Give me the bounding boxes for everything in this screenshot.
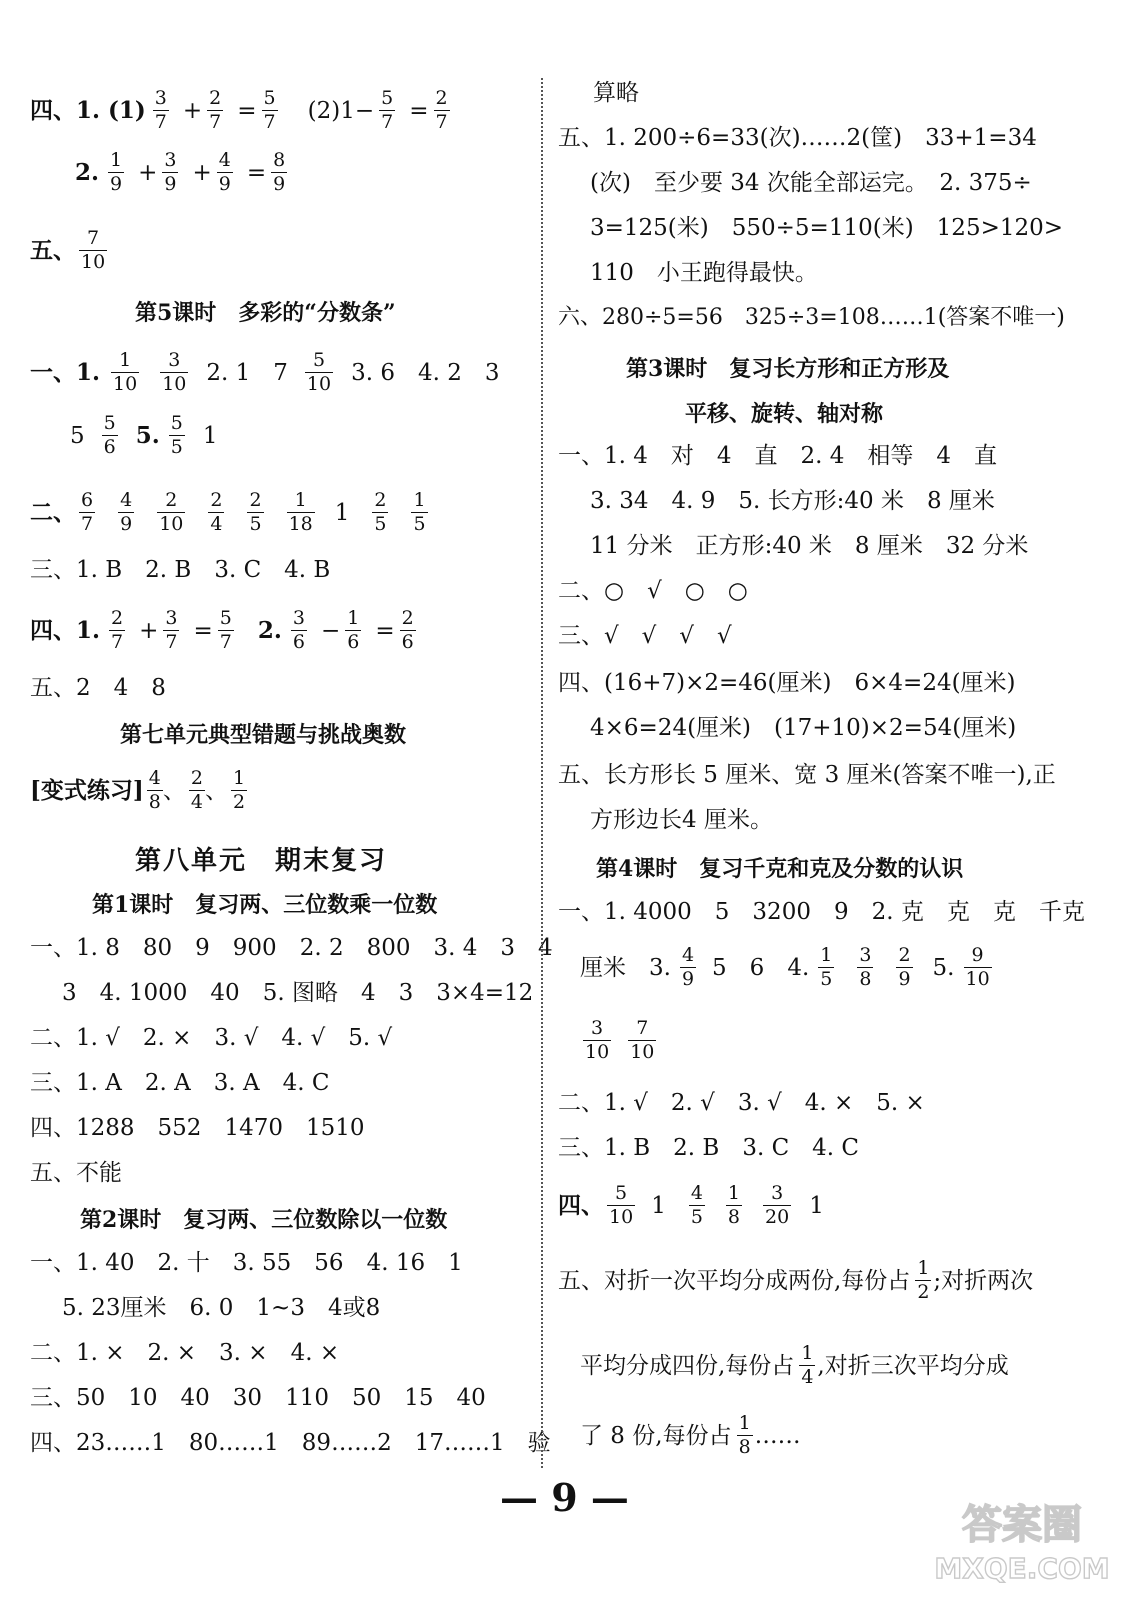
- line-text: 四、1.: [30, 616, 101, 644]
- line-text: 2.: [257, 616, 282, 644]
- operator: +: [139, 617, 159, 644]
- answer-line: [30, 228, 121, 273]
- fraction: [680, 945, 696, 990]
- answer-line: 二、1. √ 2. √ 3. √ 4. × 5. ×: [558, 1090, 925, 1116]
- line-text: 厘米 3.: [580, 954, 671, 981]
- watermark-logo: [930, 1490, 1115, 1590]
- numerator: 4: [218, 149, 231, 171]
- answer-line: 二、1. × 2. × 3. × 4. ×: [30, 1340, 340, 1366]
- fraction: [964, 945, 992, 990]
- numerator: 3: [154, 87, 167, 109]
- fraction: [818, 945, 834, 990]
- line-text: 五、对折一次平均分成两份,每份占: [558, 1267, 911, 1294]
- denominator: 5: [249, 513, 262, 535]
- answer-line: 二、1. √ 2. × 3. √ 4. √ 5. √: [30, 1025, 393, 1051]
- fraction: [208, 490, 224, 535]
- fraction: [372, 490, 388, 535]
- numerator: 3: [165, 607, 178, 629]
- denominator: 10: [81, 251, 106, 273]
- answer-line: 一、1. 4 对 4 直 2. 4 相等 4 直: [558, 443, 998, 469]
- answer-line: 三、1. B 2. B 3. C 4. B: [30, 557, 331, 583]
- denominator: 10: [159, 513, 184, 535]
- answer-line: 一、1. 4000 5 3200 9 2. 克 克 克 千克: [558, 899, 1085, 925]
- denominator: 4: [210, 513, 223, 535]
- denominator: 7: [209, 111, 222, 133]
- numerator: 1: [232, 767, 246, 789]
- fraction: [231, 768, 247, 813]
- line-text: 1: [809, 1192, 824, 1219]
- fraction: [607, 1183, 635, 1228]
- line-text: (2)1−: [307, 97, 375, 124]
- numerator: 4: [120, 489, 133, 511]
- answer-line: 五、1. 200÷6=33(次)……2(筐) 33+1=34: [558, 125, 1037, 151]
- fraction: [915, 1258, 931, 1303]
- numerator: 5: [103, 412, 116, 434]
- fraction: [247, 490, 263, 535]
- answer-line: 一、1. 40 2. 十 3. 55 56 4. 16 1: [30, 1250, 463, 1276]
- answer-line: 4×6=24(厘米) (17+10)×2=54(厘米): [590, 715, 1017, 741]
- line-text: 2.: [75, 158, 100, 186]
- answer-line: [580, 1413, 815, 1458]
- line-text: ……: [754, 1422, 801, 1449]
- fraction: [305, 350, 333, 395]
- numerator: 1: [413, 489, 426, 511]
- answer-line: 四、23……1 80……1 89……2 17……1 验: [30, 1430, 551, 1456]
- numerator: 2: [190, 767, 203, 789]
- denominator: 8: [727, 1206, 741, 1228]
- denominator: 7: [435, 111, 448, 133]
- denominator: 5: [690, 1206, 703, 1228]
- denominator: 10: [113, 373, 138, 395]
- numerator: 5: [381, 87, 394, 109]
- numerator: 2: [165, 489, 178, 511]
- denominator: 9: [164, 173, 177, 195]
- denominator: 10: [162, 373, 187, 395]
- numerator: 2: [435, 87, 448, 109]
- numerator: 2: [374, 489, 387, 511]
- line-text: ,对折三次平均分成: [817, 1352, 1009, 1379]
- answer-line: 11 分米 正方形:40 米 8 厘米 32 分米: [590, 533, 1029, 559]
- fraction: [763, 1183, 791, 1228]
- numerator: 1: [347, 607, 360, 629]
- operator: =: [409, 97, 429, 124]
- fraction: [379, 88, 395, 133]
- answer-line: 四、(16+7)×2=46(厘米) 6×4=24(厘米): [558, 670, 1016, 696]
- denominator: 4: [801, 1366, 814, 1388]
- numerator: 1: [294, 489, 307, 511]
- line-text: ;对折两次: [933, 1267, 1034, 1294]
- fraction: [400, 608, 416, 653]
- right-column: [548, 0, 1128, 1490]
- denominator: 7: [263, 111, 276, 133]
- fraction: [79, 228, 107, 273]
- denominator: 5: [413, 513, 426, 535]
- denominator: 9: [110, 173, 123, 195]
- separator: 、: [204, 777, 228, 804]
- line-text: 5: [70, 422, 85, 449]
- line-text: 四、1. (1): [30, 96, 146, 124]
- line-text: 1: [651, 1192, 666, 1219]
- answer-line: [558, 1183, 838, 1228]
- numerator: 5: [615, 1182, 628, 1204]
- numerator: 1: [119, 349, 132, 371]
- fraction: [162, 150, 178, 195]
- fraction: [737, 1413, 753, 1458]
- fraction: [218, 608, 234, 653]
- denominator: 7: [165, 631, 178, 653]
- numerator: 4: [148, 767, 161, 789]
- fraction: [147, 768, 163, 813]
- line-text: [变式练习]: [30, 776, 144, 804]
- denominator: 8: [859, 968, 872, 990]
- answer-line: 3=125(米) 550÷5=110(米) 125>120>: [590, 215, 1064, 241]
- numerator: 2: [898, 944, 911, 966]
- numerator: 5: [312, 349, 326, 371]
- answer-line: [580, 1018, 670, 1063]
- fraction: [857, 945, 873, 990]
- fraction: [271, 150, 287, 195]
- answer-line: 五、不能: [30, 1160, 122, 1186]
- denominator: 9: [218, 173, 231, 195]
- line-text: 3. 6 4. 2 3: [351, 359, 500, 386]
- numerator: 3: [168, 349, 181, 371]
- answer-line: 六、280÷5=56 325÷3=108……1(答案不唯一): [558, 305, 1065, 330]
- answer-line: 方形边长4 厘米。: [590, 807, 773, 833]
- denominator: 5: [820, 968, 833, 990]
- section-heading: 第4课时 复习千克和克及分数的认识: [596, 856, 964, 882]
- denominator: 6: [103, 436, 116, 458]
- fraction: [207, 88, 223, 133]
- denominator: 7: [381, 111, 394, 133]
- fraction: [153, 88, 169, 133]
- answer-line: [70, 413, 231, 458]
- answer-line: 五、2 4 8: [30, 675, 166, 701]
- operator: +: [192, 159, 212, 186]
- numerator: 3: [771, 1182, 784, 1204]
- answer-line: 算略: [593, 80, 639, 106]
- fraction: [217, 150, 233, 195]
- answer-line: 一、1. 8 80 9 900 2. 2 800 3. 4 3 4: [30, 935, 553, 961]
- fraction: [108, 150, 124, 195]
- denominator: 8: [738, 1436, 751, 1458]
- line-text: 五、: [30, 236, 76, 264]
- denominator: 8: [148, 791, 161, 813]
- denominator: 10: [965, 968, 990, 990]
- section-heading: 第5课时 多彩的“分数条”: [135, 300, 396, 326]
- column-divider: [541, 78, 543, 1468]
- denominator: 9: [120, 513, 133, 535]
- numerator: 2: [209, 87, 222, 109]
- numerator: 1: [110, 149, 123, 171]
- numerator: 3: [164, 149, 177, 171]
- numerator: 3: [859, 944, 872, 966]
- separator: 、: [162, 777, 186, 804]
- denominator: 9: [273, 173, 286, 195]
- line-text: 一、1.: [30, 358, 101, 386]
- answer-line: [558, 1258, 1047, 1303]
- numerator: 1: [727, 1182, 741, 1204]
- answer-line: [30, 88, 464, 133]
- numerator: 2: [210, 489, 223, 511]
- answer-line: 3. 34 4. 9 5. 长方形:40 米 8 厘米: [590, 488, 995, 514]
- denominator: 7: [111, 631, 124, 653]
- answer-line: [580, 945, 1006, 990]
- operator: +: [138, 159, 158, 186]
- fraction: [79, 490, 95, 535]
- numerator: 2: [249, 489, 262, 511]
- numerator: 1: [738, 1412, 751, 1434]
- line-text: 2. 1 7: [206, 359, 288, 386]
- left-column: [0, 0, 553, 1490]
- fraction: [169, 413, 185, 458]
- line-text: 1: [334, 499, 350, 526]
- answer-line: 三、50 10 40 30 110 50 15 40: [30, 1385, 486, 1411]
- operator: =: [193, 617, 213, 644]
- denominator: 2: [917, 1281, 930, 1303]
- denominator: 7: [219, 631, 232, 653]
- answer-line: 二、○ √ ○ ○: [558, 578, 748, 604]
- fraction: [411, 490, 427, 535]
- section-heading: 平移、旋转、轴对称: [685, 401, 884, 427]
- numerator: 5: [219, 607, 232, 629]
- fraction: [726, 1183, 742, 1228]
- fraction: [157, 490, 185, 535]
- page-number: — 9 —: [500, 1475, 629, 1520]
- denominator: 7: [154, 111, 167, 133]
- answer-line: 五、长方形长 5 厘米、宽 3 厘米(答案不唯一),正: [558, 762, 1056, 788]
- fraction: [163, 608, 179, 653]
- line-text: 二、: [30, 498, 76, 526]
- denominator: 5: [170, 436, 183, 458]
- numerator: 2: [401, 607, 414, 629]
- numerator: 6: [81, 489, 94, 511]
- answer-line: 3 4. 1000 40 5. 图略 4 3 3×4=12: [62, 980, 534, 1006]
- line-text: 5 6 4.: [712, 954, 810, 981]
- operator: =: [246, 159, 267, 186]
- fraction: [262, 88, 278, 133]
- denominator: 20: [765, 1206, 790, 1228]
- denominator: 10: [630, 1041, 655, 1063]
- denominator: 9: [681, 968, 695, 990]
- numerator: 4: [681, 944, 695, 966]
- fraction: [118, 490, 134, 535]
- answer-line: 四、1288 552 1470 1510: [30, 1115, 365, 1141]
- denominator: 10: [306, 373, 332, 395]
- fraction: [896, 945, 912, 990]
- denominator: 10: [585, 1041, 610, 1063]
- denominator: 10: [609, 1206, 634, 1228]
- numerator: 3: [591, 1017, 604, 1039]
- line-text: 平均分成四份,每份占: [580, 1352, 795, 1379]
- line-text: 1: [202, 422, 218, 449]
- answer-line: [30, 768, 261, 813]
- operator: −: [320, 617, 341, 644]
- answer-line: [30, 608, 430, 653]
- fraction: [102, 413, 118, 458]
- fraction: [799, 1343, 815, 1388]
- operator: =: [375, 617, 395, 644]
- numerator: 1: [917, 1257, 930, 1279]
- fraction: [689, 1183, 705, 1228]
- fraction: [109, 608, 125, 653]
- answer-line: 三、1. B 2. B 3. C 4. C: [558, 1135, 860, 1161]
- answer-line: [75, 150, 301, 195]
- numerator: 4: [690, 1182, 703, 1204]
- fraction: [345, 608, 361, 653]
- operator: +: [182, 97, 203, 124]
- answer-line: 三、1. A 2. A 3. A 4. C: [30, 1070, 330, 1096]
- answer-line: 三、√ √ √ √: [558, 623, 732, 649]
- section-heading: 第七单元典型错题与挑战奥数: [120, 722, 407, 748]
- answer-line: 110 小王跑得最快。: [590, 260, 818, 286]
- answer-line: [30, 490, 442, 535]
- line-text: 了 8 份,每份占: [580, 1422, 732, 1449]
- numerator: 8: [273, 149, 286, 171]
- denominator: 7: [81, 513, 94, 535]
- numerator: 7: [87, 227, 100, 249]
- denominator: 2: [232, 791, 246, 813]
- fraction: [287, 490, 315, 535]
- section-heading: 第1课时 复习两、三位数乘一位数: [92, 892, 438, 918]
- denominator: 4: [190, 791, 203, 813]
- denominator: 5: [374, 513, 387, 535]
- numerator: 1: [801, 1342, 814, 1364]
- watermark-top: 答案圈: [962, 1502, 1082, 1548]
- denominator: 6: [292, 631, 305, 653]
- answer-line: [580, 1343, 1023, 1388]
- denominator: 9: [898, 968, 911, 990]
- line-text: 四、: [558, 1191, 604, 1219]
- section-heading: 第2课时 复习两、三位数除以一位数: [80, 1207, 448, 1233]
- fraction: [291, 608, 307, 653]
- numerator: 7: [636, 1017, 649, 1039]
- denominator: 18: [288, 513, 313, 535]
- numerator: 1: [820, 944, 833, 966]
- operator: =: [237, 97, 257, 124]
- fraction: [583, 1018, 611, 1063]
- line-text: 5.: [135, 421, 160, 449]
- denominator: 6: [347, 631, 360, 653]
- fraction: [189, 768, 205, 813]
- numerator: 9: [971, 944, 984, 966]
- answer-line: [30, 350, 514, 395]
- numerator: 2: [111, 607, 124, 629]
- watermark-bottom: MXQE.COM: [934, 1552, 1110, 1585]
- answer-line: 5. 23厘米 6. 0 1~3 4或8: [62, 1295, 381, 1321]
- numerator: 5: [263, 87, 276, 109]
- denominator: 6: [401, 631, 414, 653]
- fraction: [111, 350, 139, 395]
- numerator: 5: [170, 412, 183, 434]
- section-heading: 第3课时 复习长方形和正方形及: [626, 356, 950, 382]
- fraction: [434, 88, 450, 133]
- answer-line: (次) 至少要 34 次能全部运完。 2. 375÷: [590, 170, 1032, 196]
- numerator: 3: [292, 607, 305, 629]
- unit-heading: 第八单元 期末复习: [135, 846, 388, 876]
- line-text: 5.: [932, 954, 955, 981]
- fraction: [628, 1018, 656, 1063]
- fraction: [160, 350, 188, 395]
